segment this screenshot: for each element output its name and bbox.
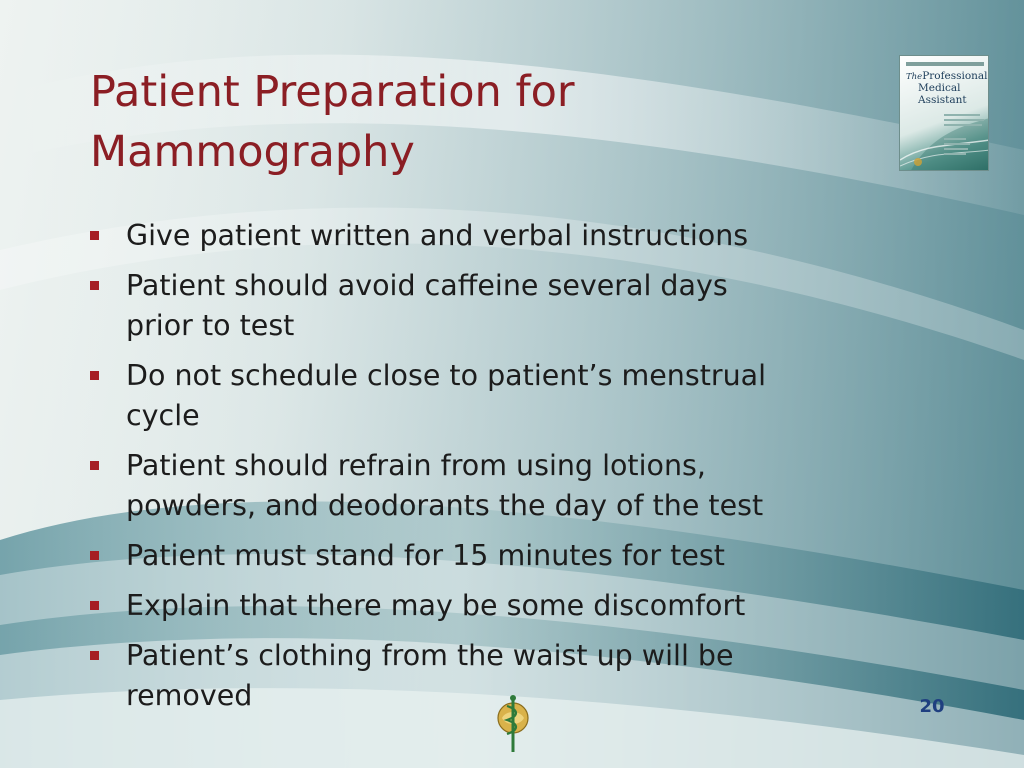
book-cover-subtitle-line: [944, 114, 980, 116]
bullet-text-continued: powders, and deodorants the day of the test: [126, 489, 764, 522]
book-cover-author-line: [944, 153, 966, 155]
bullet-text: Patient must stand for 15 minutes for test: [126, 539, 725, 572]
bullet-text-continued: removed: [126, 679, 253, 712]
bullet-item: [88, 536, 918, 576]
bullet-text: Explain that there may be some discomfort: [126, 589, 746, 622]
bullet-text: Give patient written and verbal instructions: [126, 219, 749, 252]
bullet-item: [88, 586, 918, 626]
bullet-text: Patient’s clothing from the waist up will be: [126, 639, 734, 672]
book-cover-subtitle-line: [944, 119, 984, 121]
square-bullet-icon: [90, 281, 99, 290]
bullet-item: [88, 266, 918, 346]
bullet-item: [88, 356, 918, 436]
square-bullet-icon: [90, 461, 99, 470]
page-number: 20: [919, 696, 945, 717]
bullet-text-continued: cycle: [126, 399, 200, 432]
square-bullet-icon: [90, 231, 99, 240]
square-bullet-icon: [90, 601, 99, 610]
caduceus-logo-icon: [494, 694, 532, 754]
bullet-text: Do not schedule close to patient’s menstrual: [126, 359, 767, 392]
square-bullet-icon: [90, 551, 99, 560]
bullet-item: [88, 216, 918, 256]
bullet-text: Patient should avoid caffeine several days: [126, 269, 728, 302]
book-cover-author-line: [944, 143, 970, 145]
square-bullet-icon: [90, 651, 99, 660]
bullet-list: [88, 216, 918, 726]
slide-title-line-1: Patient Preparation for: [90, 67, 575, 117]
slide-title-line-2: Mammography: [90, 127, 415, 177]
book-cover-subtitle-line: [944, 124, 982, 126]
book-cover-author-line: [944, 138, 966, 140]
book-cover-image: [899, 55, 989, 171]
slide-title: [90, 62, 850, 182]
bullet-text: Patient should refrain from using lotions,: [126, 449, 706, 482]
bullet-text-continued: prior to test: [126, 309, 295, 342]
book-title-lead: The: [906, 72, 923, 82]
book-title-word-1: Professional: [922, 70, 988, 82]
square-bullet-icon: [90, 371, 99, 380]
bullet-item: [88, 446, 918, 526]
book-title-line-2: Medical: [918, 82, 961, 94]
book-cover-top-strip: [906, 62, 984, 66]
book-title-line-3: Assistant: [918, 94, 967, 106]
book-cover-author-line: [944, 148, 968, 150]
